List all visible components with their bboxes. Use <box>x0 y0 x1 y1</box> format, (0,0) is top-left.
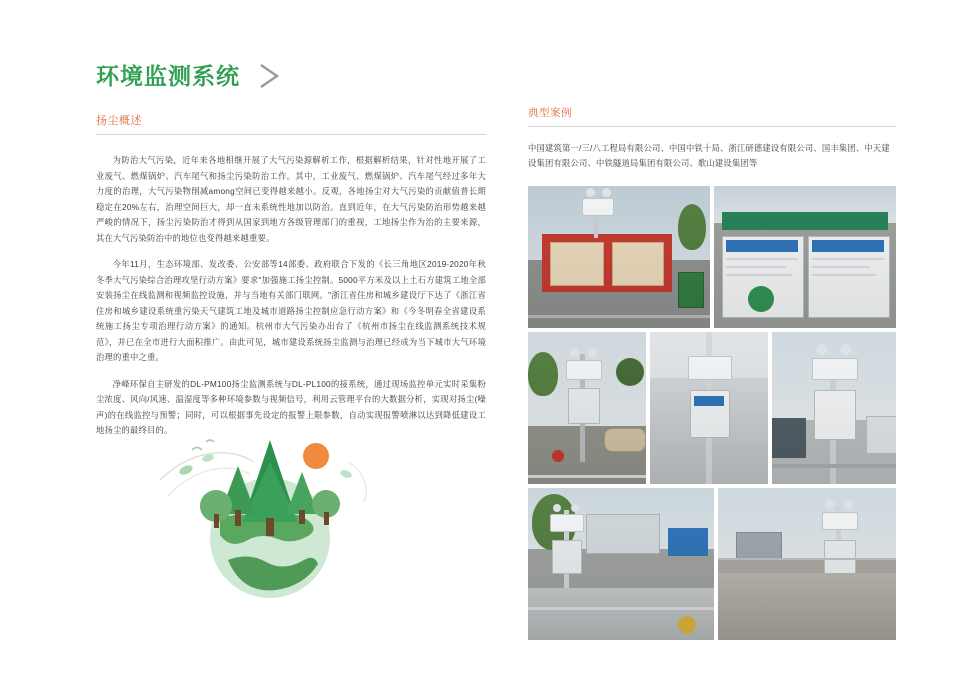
photo-monitor-device-closeup <box>772 332 896 484</box>
earth-trees-illustration <box>150 410 390 610</box>
section-divider-right <box>528 126 896 127</box>
overview-paragraph-3: 净峰环保自主研发的DL-PM100扬尘监测系统与DL-PL100的接系统，通过现场监控单元实时采集粉尘浓度、风向/风速、温湿度等多种环境参数与视频信号，利用云管理平台的大数据分析，实现对扬尘(噪声)的在线监控与预警；同时，可以根据事先设定的报警上限参数，自动实现报警喷淋以达到降低建设工地扬尘的最终目的。 <box>96 378 486 435</box>
overview-body <box>96 153 486 439</box>
photo-row-3 <box>528 488 896 640</box>
section-label-overview: 扬尘概述 <box>96 115 142 127</box>
photo-monitor-pole-rooftop <box>718 488 896 640</box>
photo-monitor-pole-gate <box>528 488 714 640</box>
section-divider-left <box>96 134 486 135</box>
title-row <box>96 58 486 94</box>
right-column <box>528 105 896 171</box>
photo-monitor-device-wall <box>650 332 768 484</box>
section-label-cases: 典型案例 <box>528 107 572 119</box>
page-title: 环境监测系统 <box>96 63 240 89</box>
photo-monitor-pole-yard <box>528 332 646 484</box>
photo-row-2 <box>528 332 896 484</box>
chevron-right-icon <box>258 63 282 89</box>
case-photo-grid <box>528 186 896 644</box>
case-customer-list: 中国建筑第一/三/八工程局有限公司、中国中铁十局、浙江研德建设有限公司、国丰集团、中天建设集团有限公司、中铁隧道局集团有限公司、歌山建设集团等 <box>528 143 890 168</box>
left-column <box>96 58 486 450</box>
overview-paragraph-1: 为防治大气污染，近年来各地相继开展了大气污染源解析工作，根据解析结果，针对性地开展了工业废气、燃煤锅炉、汽车尾气和扬尘污染防治工作。其中，工业废气、燃煤锅炉、汽车尾气经过多年大力度的治理，大气污染物削减among空间已变得越来越小。反观，各地扬尘对大气污染的贡献值普长期稳定在20%左右，治理空间巨大，却一直未系统性地加以防治。直到近年，在大气污染防治形势越来越严峻的情况下，扬尘污染防治才得到从国家到地方各级管理部门的重视，工地扬尘作为治的主要来源，其在大气污染防治中的地位也变得越来越重要。 <box>96 155 486 243</box>
overview-paragraph-2: 今年11月，生态环境部、发改委、公安部等14部委、政府联合下发的《长三角地区2019-2020年秋冬季大气污染综合治理攻坚行动方案》要求"加强施工扬尘控制。5000平方米及以上土石方建筑工地全部安装扬尘在线监测和视频监控设施，并与当地有关部门联网。"浙江省住房和城乡建设厅下达了《浙江省住房和城乡建设系统重污染天气建筑工地及城市道路扬尘控制应急行动方案》和《今冬明春全省建设系统施工扬尘专项治理行动方案》的通知。杭州市大气污染办出台了《杭州市扬尘在线监测系统技术规范》，并已在全市进行大面积推广。由此可见，城市建设系统扬尘监测与治理已经成为当下城市大气环境治理的重中之重。 <box>96 259 486 362</box>
photo-row-1 <box>528 186 896 328</box>
photo-site-info-boards <box>714 186 896 328</box>
photo-monitor-station-banner <box>528 186 710 328</box>
